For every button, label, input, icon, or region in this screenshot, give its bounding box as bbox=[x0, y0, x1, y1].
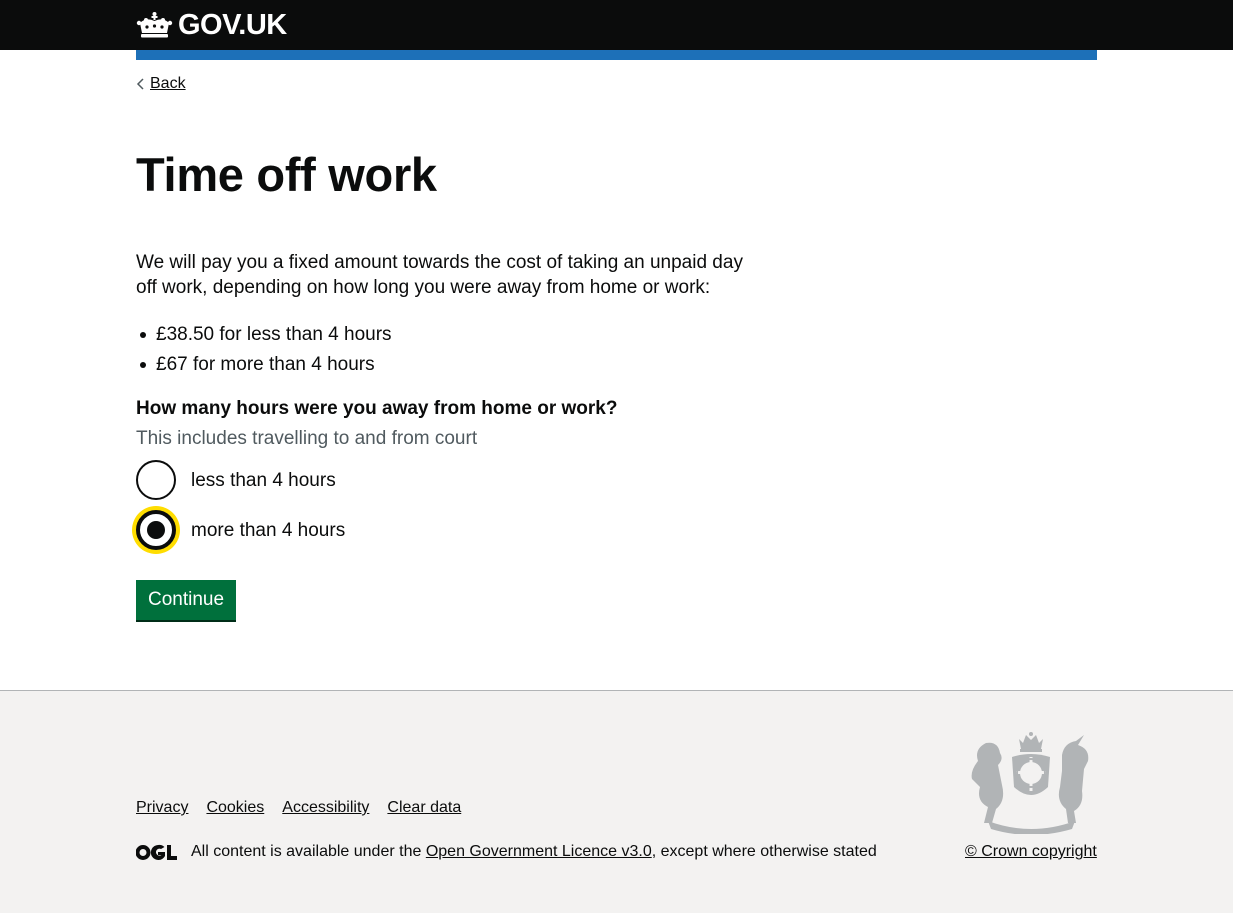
radio-option-more-than-4-hours[interactable] bbox=[136, 510, 345, 550]
page-title: Time off work bbox=[136, 148, 437, 201]
licence-link[interactable]: Open Government Licence v3.0 bbox=[425, 843, 652, 860]
site-header bbox=[0, 0, 1233, 50]
payment-list bbox=[156, 320, 392, 380]
continue-button[interactable]: Continue bbox=[136, 580, 236, 620]
chevron-left-icon bbox=[136, 77, 146, 91]
back-link[interactable] bbox=[136, 75, 186, 93]
licence-prefix: All content is available under the bbox=[191, 843, 422, 860]
footer-links bbox=[136, 799, 479, 817]
crown-copyright-link[interactable]: © Crown copyright bbox=[965, 843, 1097, 860]
question-hint: This includes travelling to and from court bbox=[136, 428, 478, 449]
header-accent-bar bbox=[136, 50, 1097, 60]
list-item: £38.50 for less than 4 hours bbox=[156, 320, 392, 350]
radio-label[interactable]: more than 4 hours bbox=[191, 519, 346, 541]
footer-link-privacy[interactable]: Privacy bbox=[136, 799, 189, 816]
royal-coat-of-arms-icon bbox=[968, 731, 1095, 834]
list-item: £67 for more than 4 hours bbox=[156, 350, 392, 380]
govuk-logo-link[interactable] bbox=[136, 9, 287, 41]
licence-statement bbox=[136, 843, 877, 861]
radio-option-less-than-4-hours[interactable] bbox=[136, 460, 336, 500]
radio-label[interactable]: less than 4 hours bbox=[191, 469, 336, 491]
radio-button[interactable] bbox=[136, 460, 176, 500]
intro-text: We will pay you a fixed amount towards the cost of taking an unpaid day off work, depending on how long you were away from home or work: bbox=[136, 252, 743, 298]
crown-icon bbox=[136, 11, 173, 39]
licence-suffix: , except where otherwise stated bbox=[651, 843, 877, 860]
footer-link-accessibility[interactable]: Accessibility bbox=[282, 799, 370, 816]
radio-button-selected[interactable] bbox=[136, 510, 176, 550]
logo-text: GOV.UK bbox=[178, 8, 287, 41]
back-link-label: Back bbox=[150, 75, 186, 92]
question-legend: How many hours were you away from home or work? bbox=[136, 398, 618, 419]
ogl-logo-icon bbox=[136, 844, 178, 861]
footer-link-cookies[interactable]: Cookies bbox=[206, 799, 265, 816]
footer-link-clear-data[interactable]: Clear data bbox=[387, 799, 462, 816]
site-footer bbox=[0, 690, 1233, 913]
